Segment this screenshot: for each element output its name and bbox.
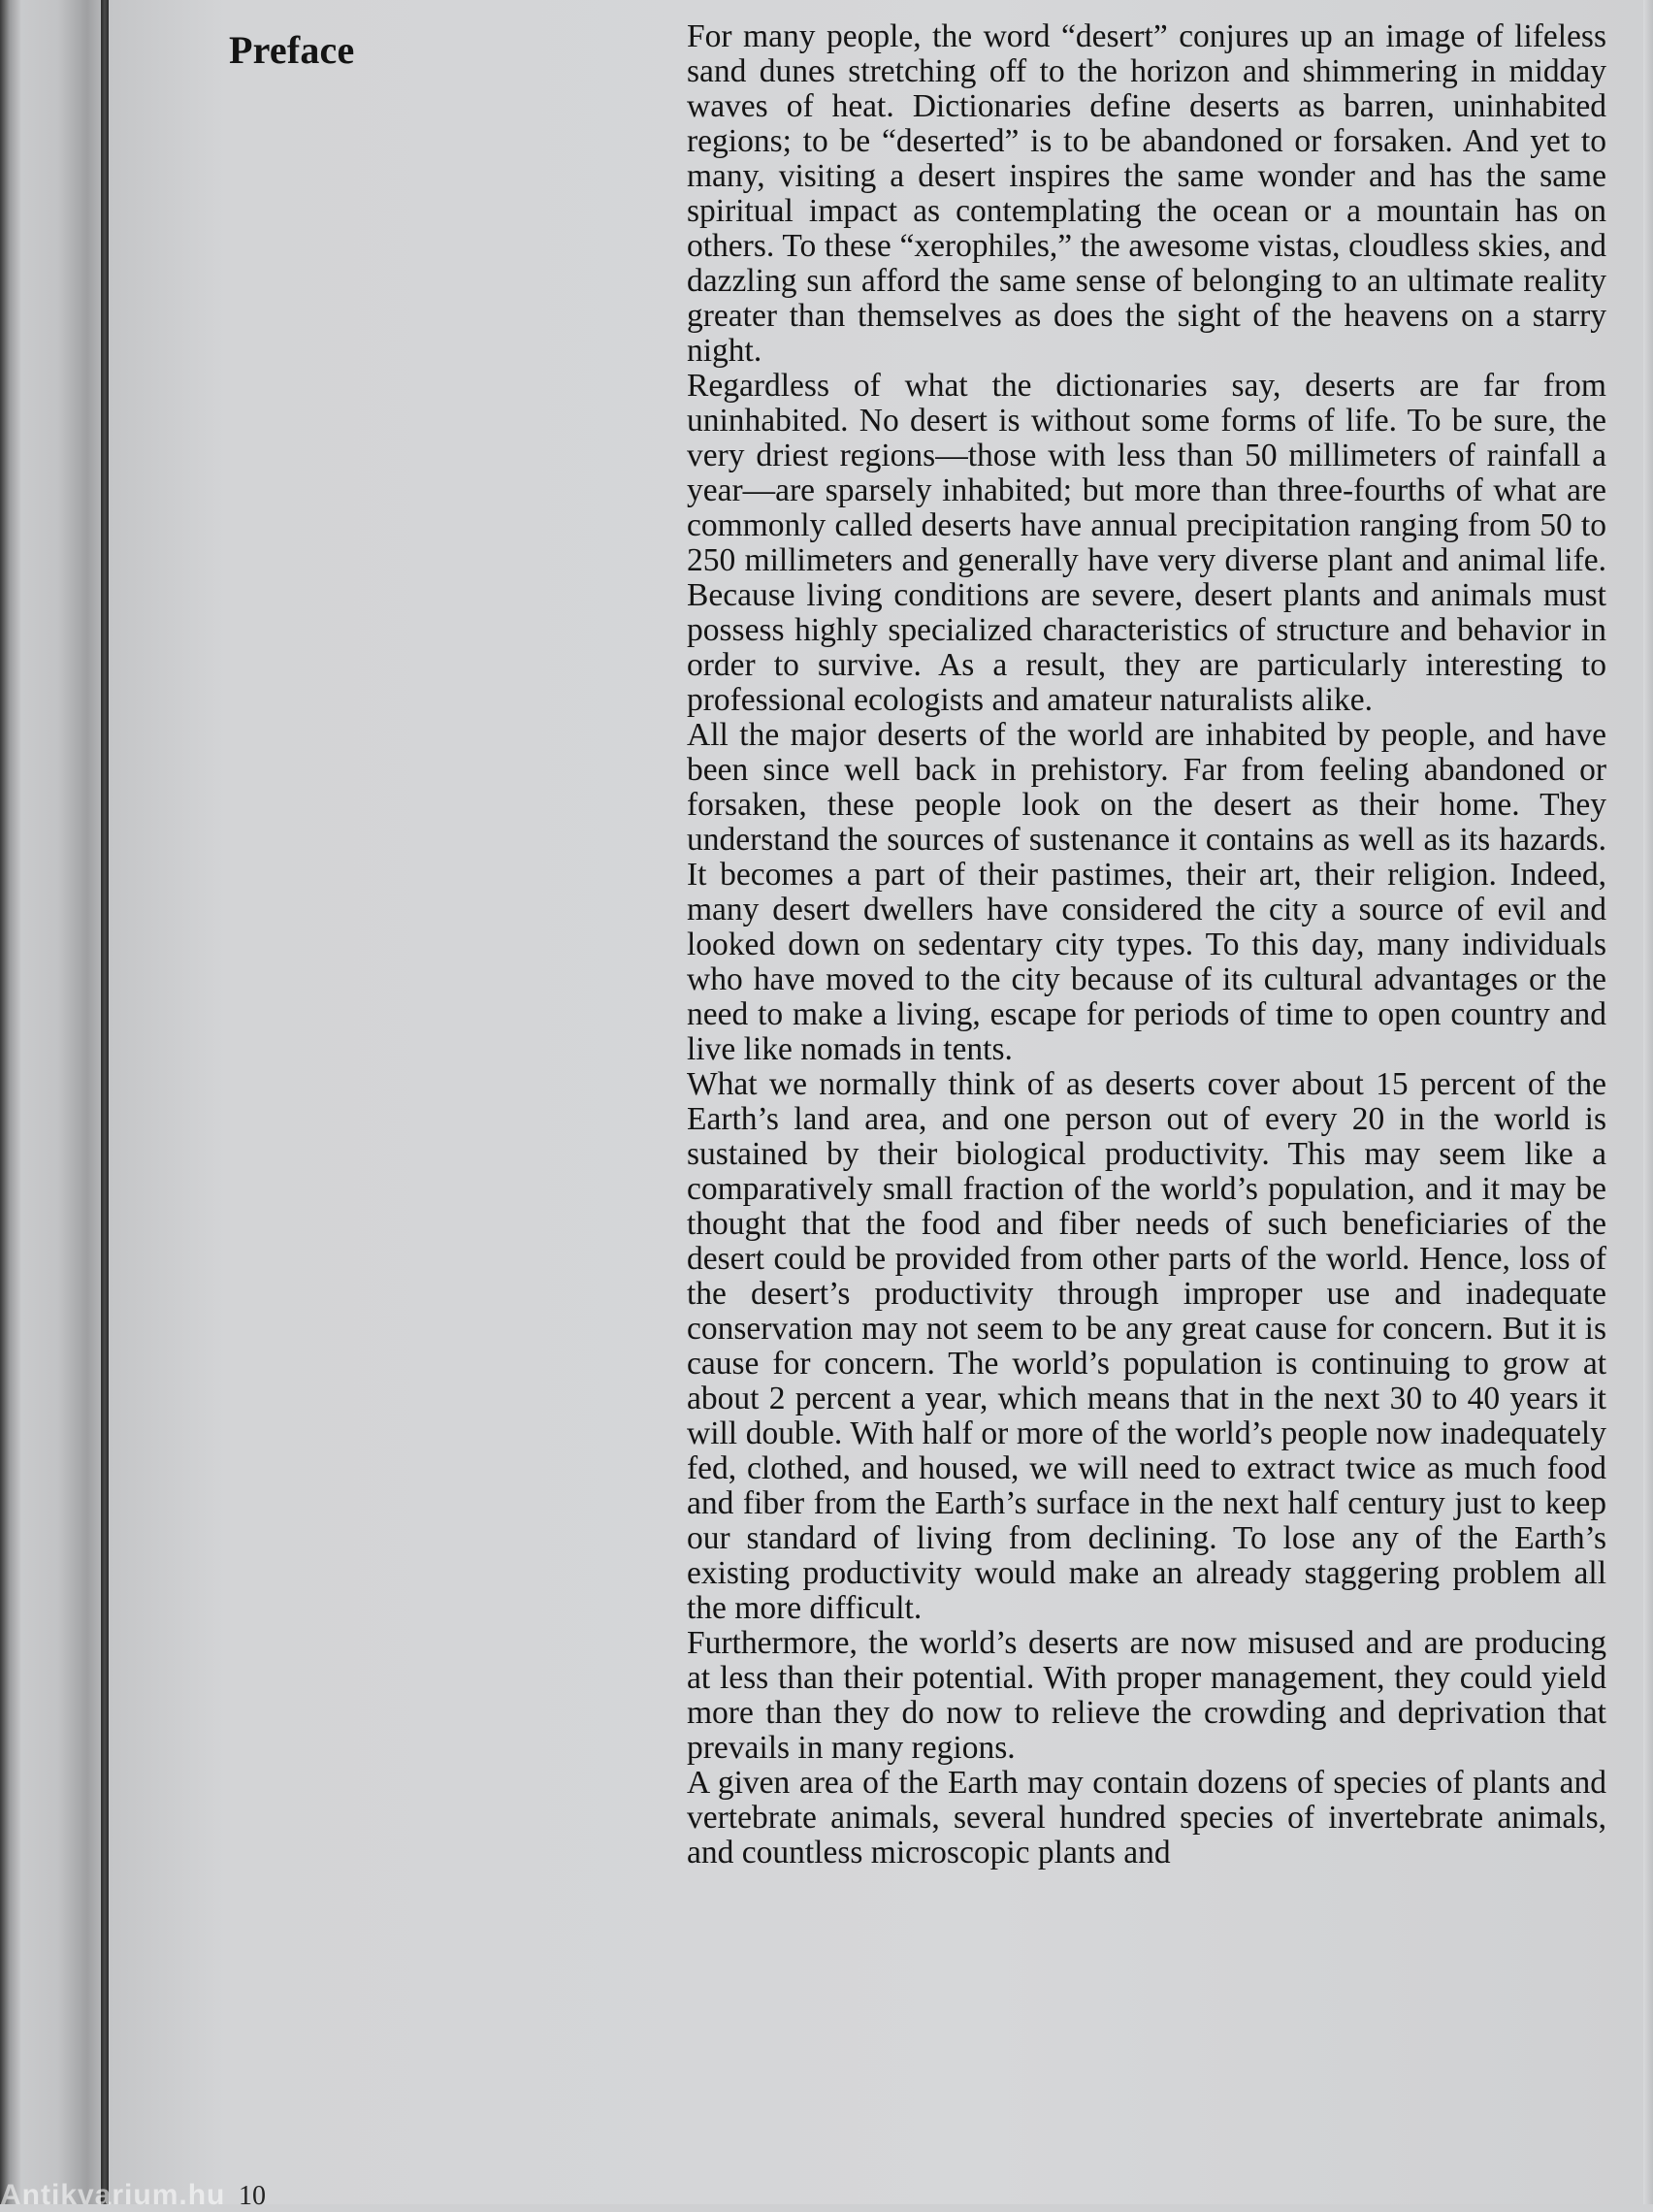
section-heading: Preface	[229, 28, 355, 72]
book-binding	[0, 0, 103, 2204]
body-text	[687, 19, 1606, 1870]
paragraph-5: Furthermore, the world’s deserts are now misused and are producing at less than their potential. With proper management, they could yield more than they do now to relieve the crowding and deprivation that prevails in many regions.	[687, 1625, 1606, 1766]
paragraph-3: All the major deserts of the world are inhabited by people, and have been since well back in prehistory. Far from feeling abandoned or forsaken, these people look on the desert as their home. They understand the sources of sustenance it contains as well as its hazards. It becomes a part of their pastimes, their art, their religion. Indeed, many desert dwellers have considered the city a source of evil and looked down on sedentary city types. To this day, many individuals who have moved to the city because of its cultural advantages or the need to make a living, escape for periods of time to open country and live like nomads in tents.	[687, 717, 1606, 1067]
spine-fold	[101, 0, 109, 2204]
paragraph-1: For many people, the word “desert” conjures up an image of lifeless sand dunes stretching off to the horizon and shimmering in midday waves of heat. Dictionaries define deserts as barren, uninhabited regions; to be “deserted” is to be abandoned or forsaken. And yet to many, visiting a desert inspires the same wonder and has the same spiritual impact as contemplating the ocean or a mountain has on others. To these “xerophiles,” the awesome vistas, cloudless skies, and dazzling sun afford the same sense of belonging to an ultimate reality greater than themselves as does the sight of the heavens on a starry night.	[687, 18, 1606, 369]
watermark: Antikvarium.hu	[0, 2179, 226, 2211]
paragraph-4: What we normally think of as deserts cover about 15 percent of the Earth’s land area, and one person out of every 20 in the world is sustained by their biological productivity. This may seem like a comparatively small fraction of the world’s population, and it may be thought that the food and fiber needs of such beneficiaries of the desert could be provided from other parts of the world. Hence, loss of the desert’s productivity through improper use and inadequate conservation may not seem to be any great cause for concern. But it is cause for concern. The world’s population is continuing to grow at about 2 percent a year, which means that in the next 30 to 40 years it will double. With half or more of the world’s people now inadequately fed, clothed, and housed, we will need to extract twice as much food and fiber from the Earth’s surface in the next half century just to keep our standard of living from declining. To lose any of the Earth’s existing productivity would make an already staggering problem all the more difficult.	[687, 1066, 1606, 1626]
page-edge	[1643, 0, 1653, 2204]
page-number: 10	[239, 2181, 266, 2211]
paragraph-6: A given area of the Earth may contain dozens of species of plants and vertebrate animals, several hundred species of invertebrate animals, and countless microscopic plants and	[687, 1765, 1606, 1870]
paragraph-2: Regardless of what the dictionaries say, deserts are far from uninhabited. No desert is without some forms of life. To be sure, the very driest regions—those with less than 50 millimeters of rainfall a year—are sparsely inhabited; but more than three-fourths of what are commonly called deserts have annual precipitation ranging from 50 to 250 millimeters and generally have very diverse plant and animal life. Because living conditions are severe, desert plants and animals must possess highly specialized characteristics of structure and behavior in order to survive. As a result, they are particularly interesting to professional ecologists and amateur naturalists alike.	[687, 368, 1606, 718]
